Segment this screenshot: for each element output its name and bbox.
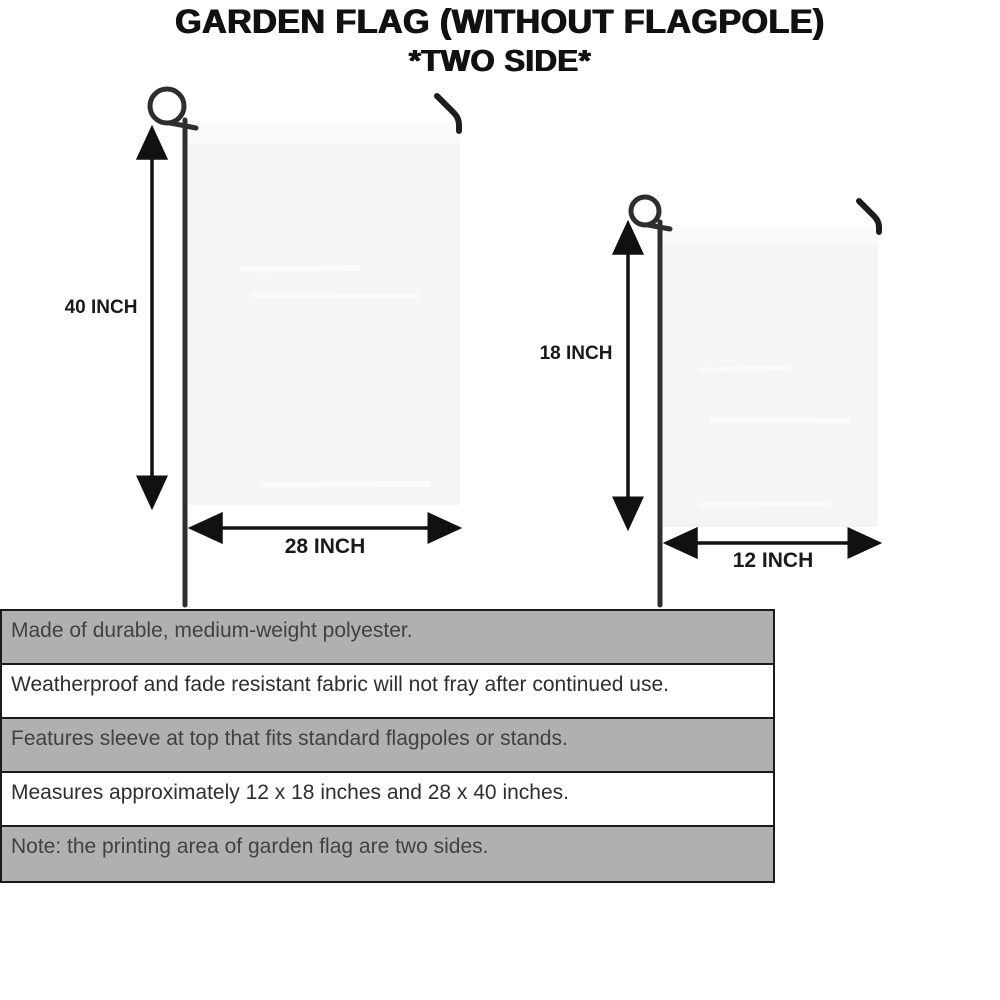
fabric-streak [710,420,850,421]
fabric-streak [700,368,790,370]
feature-row-note: Note: the printing area of garden flag are two sides. [2,827,773,881]
feature-row-weatherproof: Weatherproof and fade resistant fabric will not fray after continued use. [2,665,773,719]
feature-row-material: Made of durable, medium-weight polyester. [2,611,773,665]
fabric-streak [240,268,360,270]
page-title-line2: *TWO SIDE* [408,43,592,79]
fabric-streak [260,484,430,485]
fabric-streak [250,295,420,296]
feature-row-measures: Measures approximately 12 x 18 inches and 28 x 40 inches. [2,773,773,827]
page-title-line1: GARDEN FLAG (WITHOUT FLAGPOLE) [175,3,825,41]
small-flag-group [628,197,879,605]
large-flag-sleeve [188,121,460,144]
large-flag-height-label: 40 INCH [64,297,138,318]
large-flag-group [150,89,460,605]
large-flagpole-loop-icon [150,89,184,123]
small-flag-height-label: 18 INCH [539,343,613,364]
small-flag-width-label: 12 INCH [732,549,814,572]
large-flag-width-label: 28 INCH [284,535,366,558]
features-table [0,609,775,883]
large-flag [188,121,460,505]
small-flag [662,225,878,527]
small-flagpole-loop-icon [631,197,659,225]
small-flag-sleeve [662,225,878,245]
feature-row-sleeve: Features sleeve at top that fits standard flagpoles or stands. [2,719,773,773]
fabric-streak [700,504,830,505]
